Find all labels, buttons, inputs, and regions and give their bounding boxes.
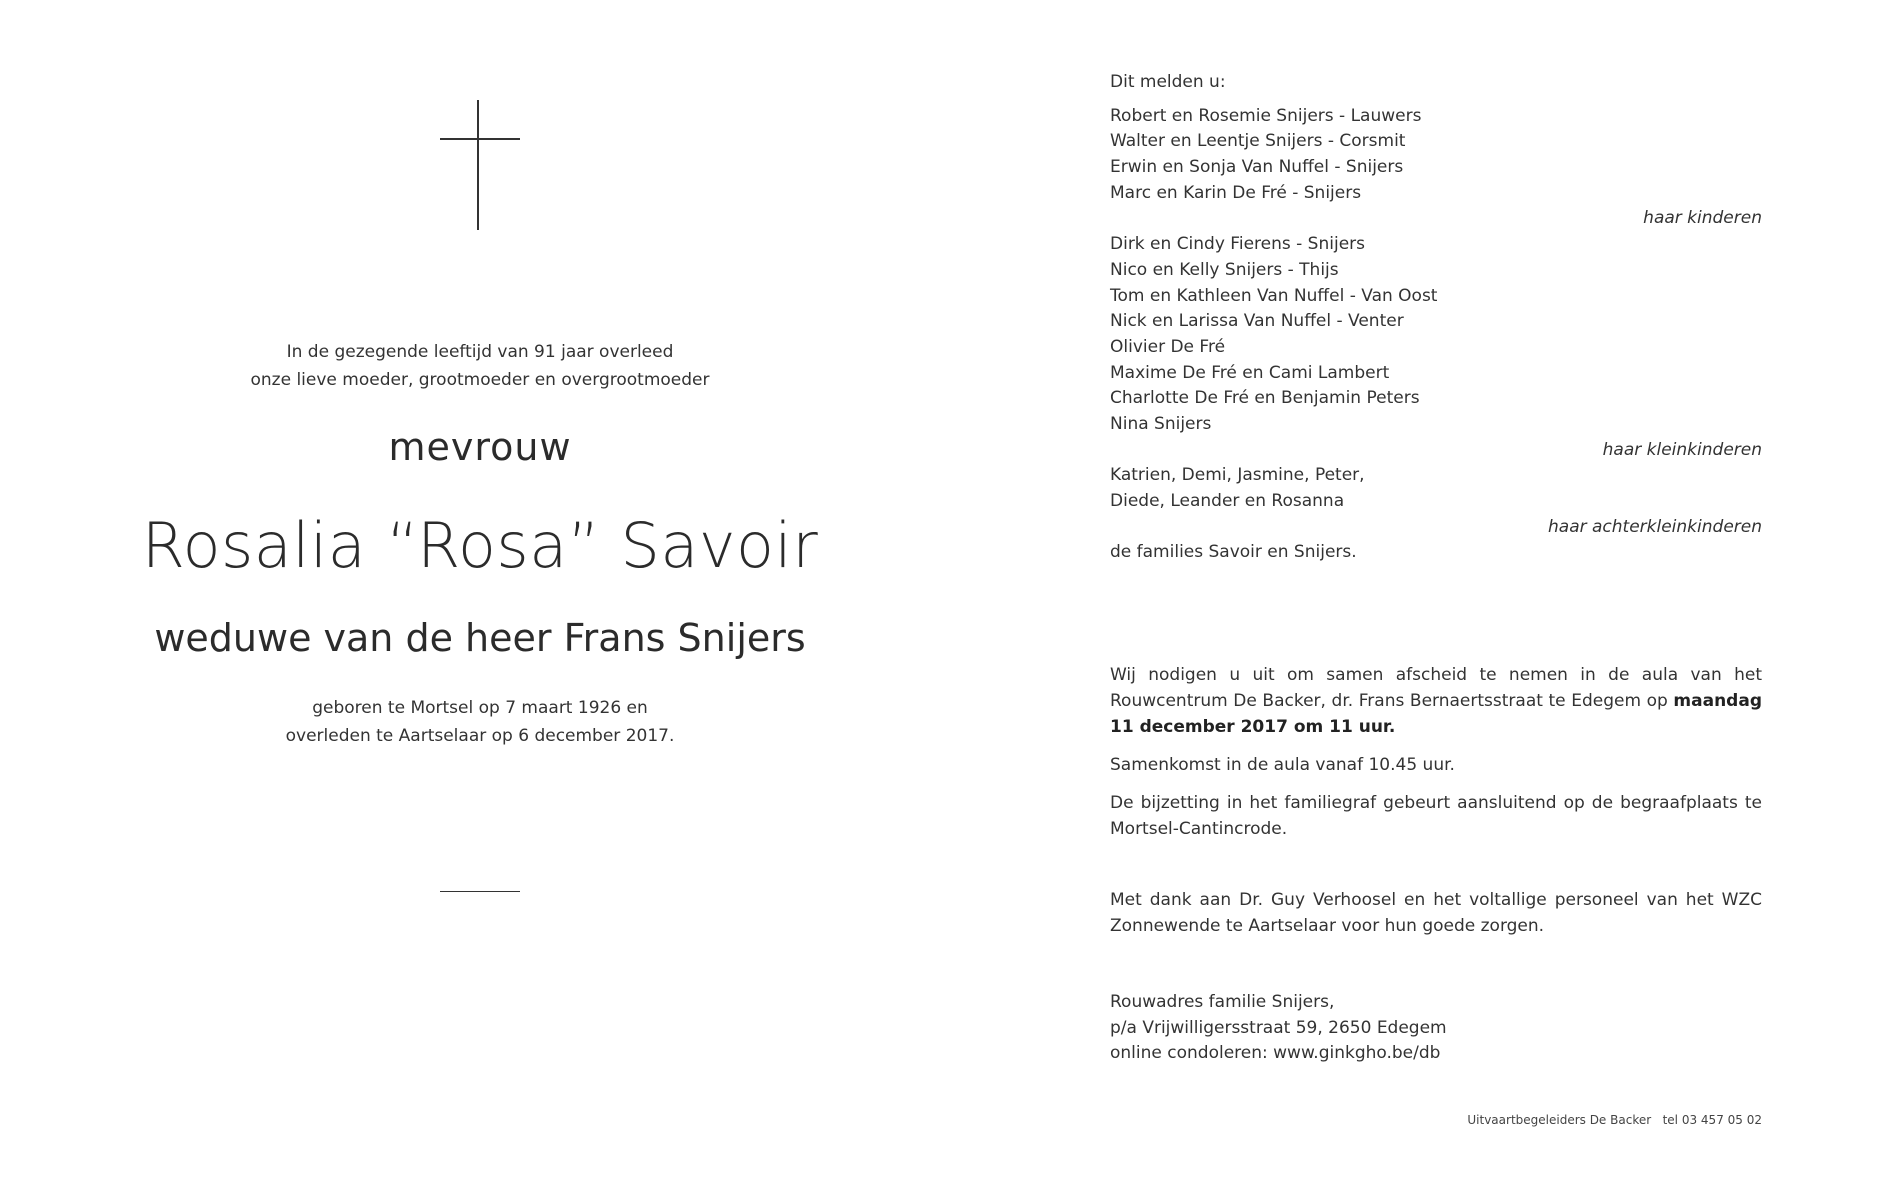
family-line: Diede, Leander en Rosanna	[1110, 491, 1345, 511]
funeral-director-footer: Uitvaartbegeleiders De Backer tel 03 457 05 02	[1467, 1113, 1762, 1127]
address-line: p/a Vrijwilligersstraat 59, 2650 Edegem	[1110, 1017, 1447, 1038]
thanks-notice	[1110, 887, 1762, 939]
intro-line: In de gezegende leeftijd van 91 jaar overleed	[286, 342, 674, 362]
family-line: Tom en Kathleen Van Nuffel - Van Oost	[1110, 285, 1438, 306]
role-label: haar achterkleinkinderen	[1548, 516, 1762, 537]
role-label: haar kinderen	[1643, 208, 1762, 229]
family-line: Walter en Leentje Snijers - Corsmit	[1110, 131, 1406, 152]
invitation-paragraph	[1110, 662, 1762, 740]
family-line: Nick en Larissa Van Nuffel - Venter	[1110, 311, 1404, 332]
role-label: haar kleinkinderen	[1602, 439, 1762, 460]
birth-line: geboren te Mortsel op 7 maart 1926 en	[312, 698, 648, 718]
title-word: mevrouw	[388, 425, 572, 469]
families-line: de families Savoir en Snijers.	[1110, 542, 1357, 563]
family-line: Katrien, Demi, Jasmine, Peter,	[1110, 465, 1365, 486]
birth-death-text	[130, 694, 830, 750]
family-line: Nico en Kelly Snijers - Thijs	[1110, 259, 1339, 280]
family-line: Nina Snijers	[1110, 413, 1212, 434]
thanks-paragraph: Met dank aan Dr. Guy Verhoosel en het voltallige personeel van het WZC Zonnewende te Aartselaar voor hun goede zorgen.	[1110, 890, 1762, 936]
mourning-address	[1110, 990, 1762, 1067]
family-line: Dirk en Cindy Fierens - Snijers	[1110, 234, 1365, 255]
announcers	[1110, 70, 1762, 566]
family-line: Maxime De Fré en Cami Lambert	[1110, 362, 1390, 383]
burial-paragraph: De bijzetting in het familiegraf gebeurt aansluitend op de begraafplaats te Mortsel-Cantincrode.	[1110, 793, 1762, 839]
family-line: Robert en Rosemie Snijers - Lauwers	[1110, 105, 1422, 126]
invitation-text: Wij nodigen u uit om samen afscheid te nemen in de aula van het Rouwcentrum De Backer, dr. Frans Bernaertsstraat te Edegem op	[1110, 665, 1762, 711]
family-line: Olivier De Fré	[1110, 336, 1226, 357]
family-line: Marc en Karin De Fré - Snijers	[1110, 182, 1362, 203]
family-line: Charlotte De Fré en Benjamin Peters	[1110, 388, 1420, 409]
intro-line: onze lieve moeder, grootmoeder en overgrootmoeder	[250, 370, 710, 390]
announcers-header: Dit melden u:	[1110, 72, 1226, 92]
address-line: Rouwadres familie Snijers,	[1110, 992, 1335, 1012]
deceased-name: Rosalia “Rosa” Savoir	[141, 509, 819, 582]
death-line: overleden te Aartselaar op 6 december 2017.	[285, 726, 675, 746]
address-line: online condoleren: www.ginkgho.be/db	[1110, 1043, 1441, 1064]
divider	[440, 891, 520, 892]
ceremony-notice	[1110, 662, 1762, 842]
intro-text	[130, 338, 830, 394]
invitation-date: maandag 11 december 2017 om 11 uur.	[1110, 691, 1762, 737]
family-line: Erwin en Sonja Van Nuffel - Snijers	[1110, 157, 1404, 178]
widow-line: weduwe van de heer Frans Snijers	[154, 616, 806, 660]
gathering-paragraph: Samenkomst in de aula vanaf 10.45 uur.	[1110, 755, 1455, 775]
